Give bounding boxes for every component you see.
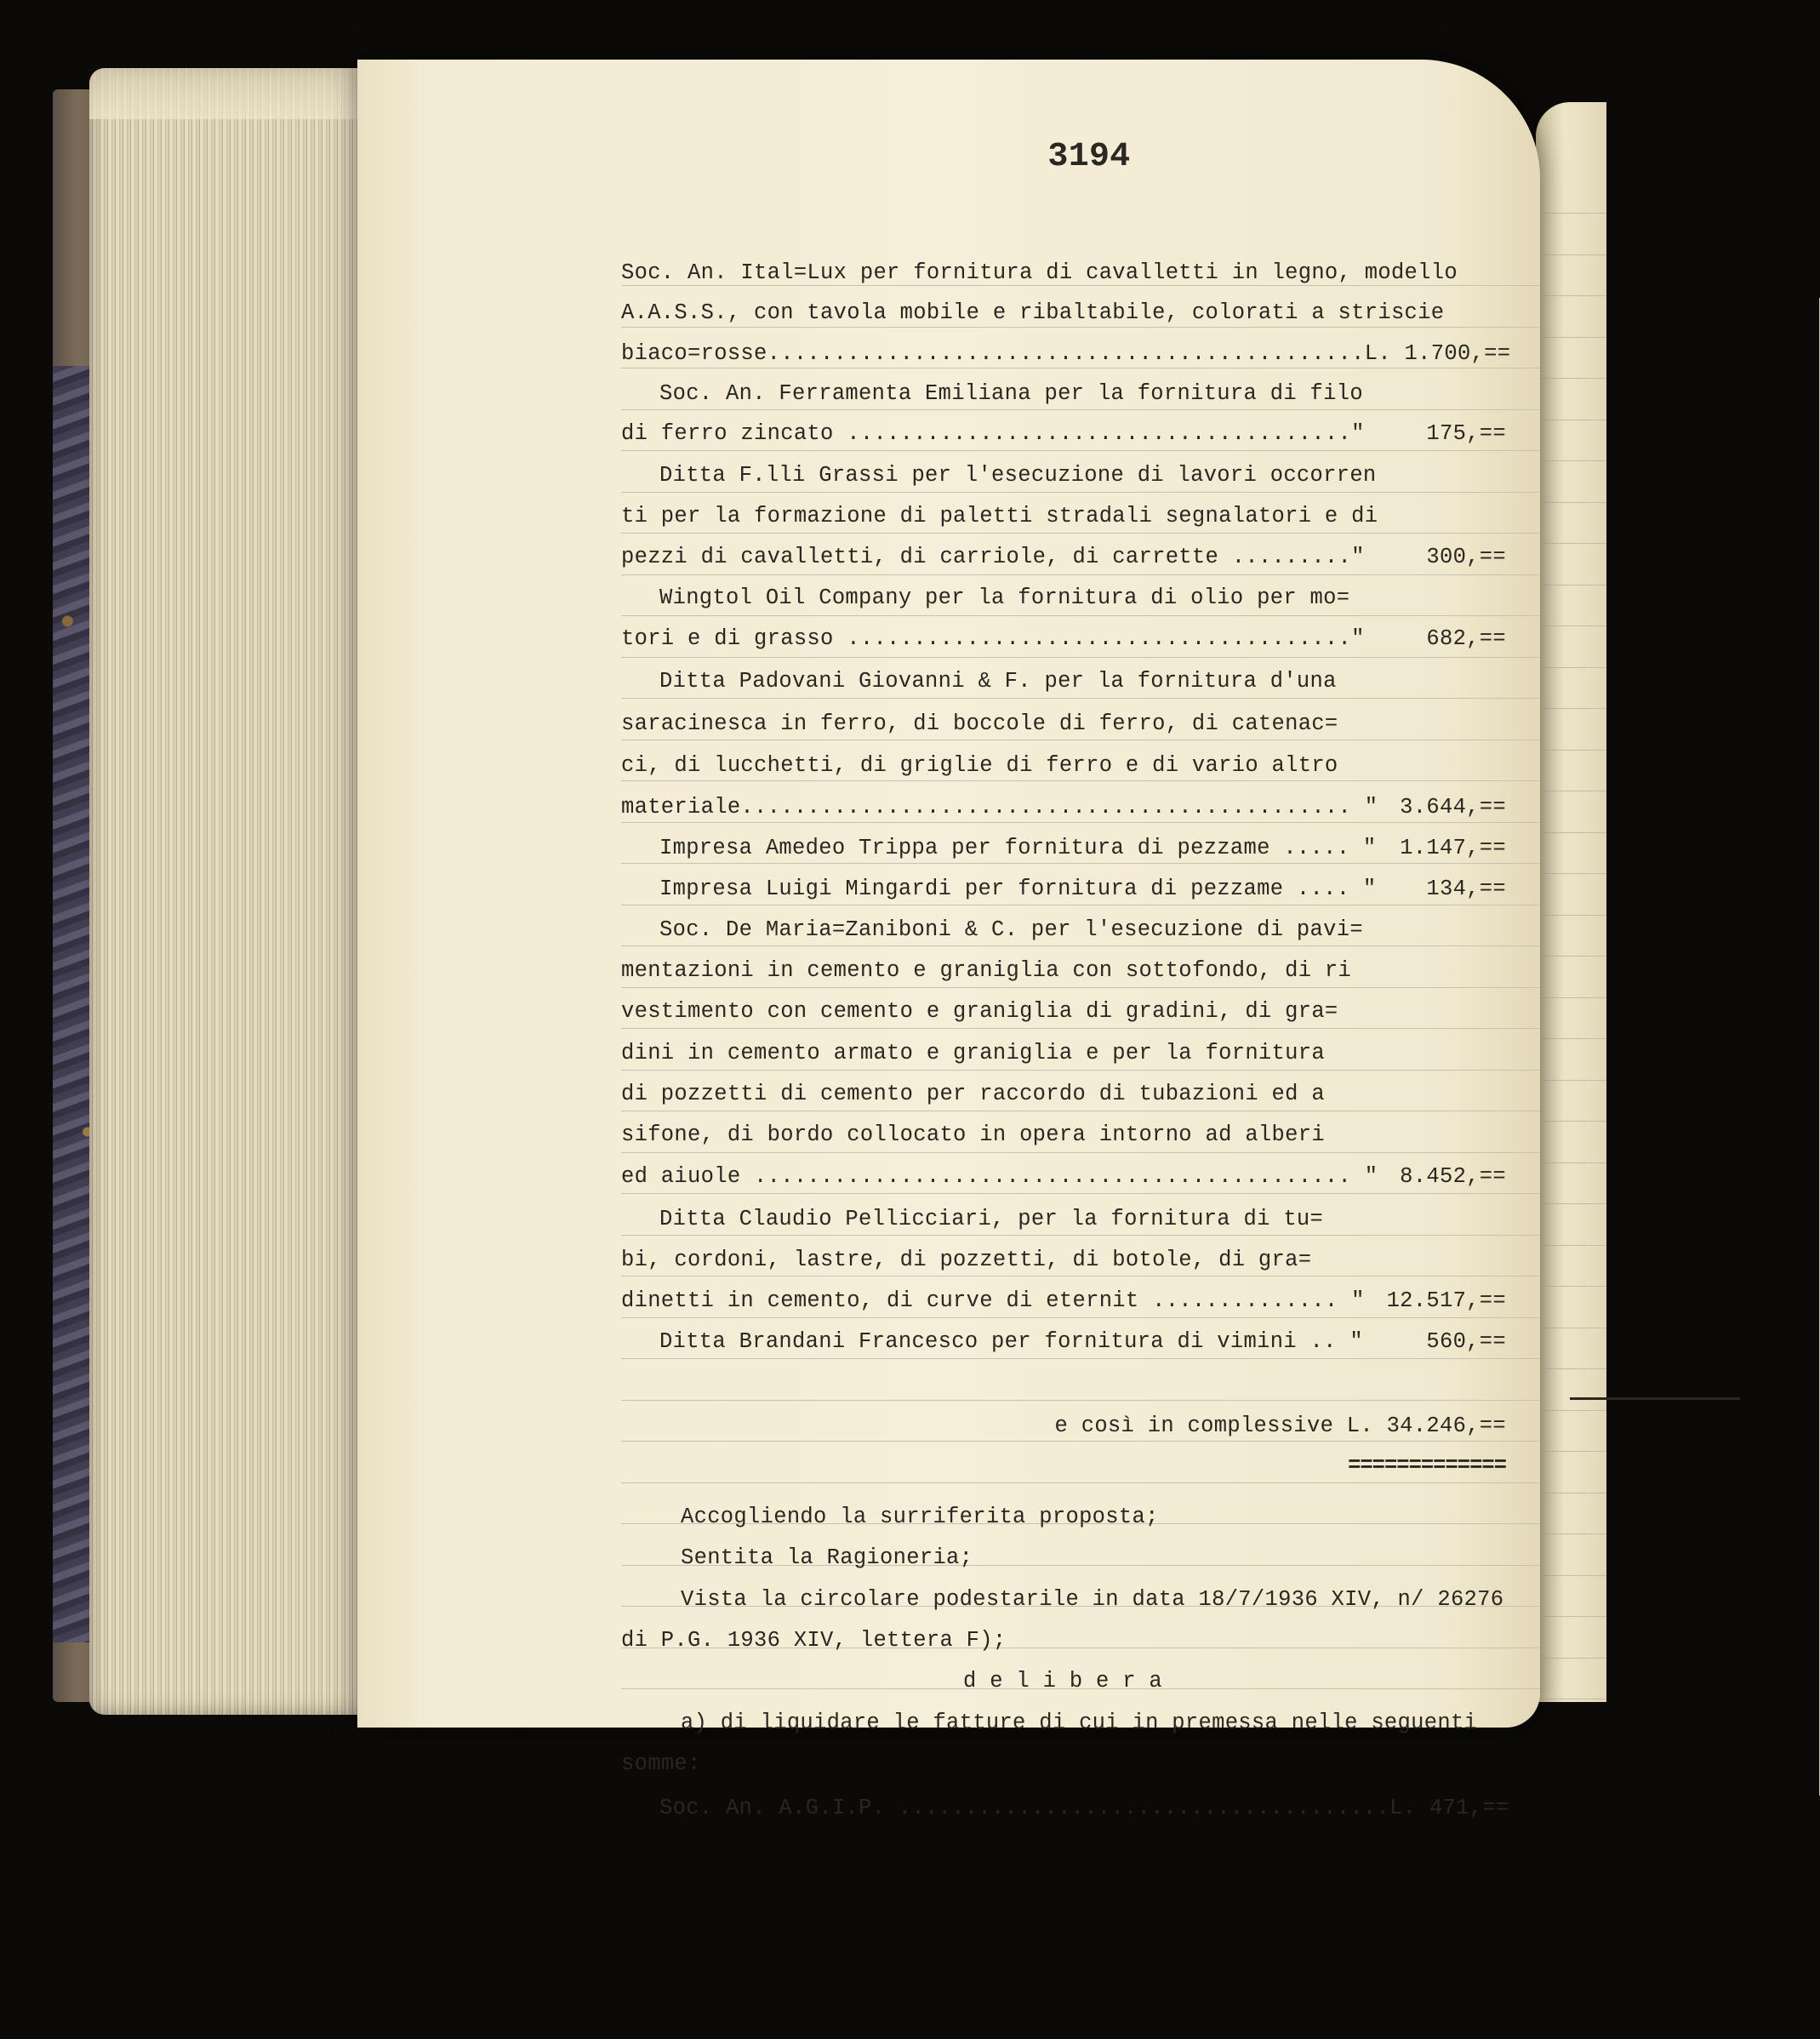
closing-line: Soc. An. A.G.I.P. .....................................L. 471,== <box>659 1796 1509 1820</box>
entry-amount: 682,== <box>1426 626 1506 651</box>
facing-page-rule <box>1536 1658 1606 1659</box>
entry-line: Ditta Brandani Francesco per fornitura di vimini .. " <box>659 1329 1363 1354</box>
closing-line: di P.G. 1936 XIV, lettera F); <box>621 1628 1007 1653</box>
entry-line: Ditta Padovani Giovanni & F. per la fornitura d'una <box>659 669 1337 694</box>
facing-page-rule <box>1536 1038 1606 1039</box>
facing-page-rule <box>1536 502 1606 503</box>
entry-line: Impresa Luigi Mingardi per fornitura di pezzame .... " <box>659 877 1377 901</box>
ledger-page <box>357 60 1540 1820</box>
facing-page-rule <box>1536 625 1606 626</box>
entry-line: ti per la formazione di paletti stradali segnalatori e di <box>621 504 1378 528</box>
facing-page-edge <box>1536 102 1606 1702</box>
entry-amount: 1.147,== <box>1400 836 1506 860</box>
facing-page-rule <box>1536 708 1606 709</box>
entry-amount: 12.517,== <box>1386 1288 1506 1313</box>
entry-amount: 8.452,== <box>1400 1164 1506 1189</box>
entry-line: A.A.S.S., con tavola mobile e ribaltabile, colorati a striscie <box>621 300 1445 325</box>
facing-page-rule <box>1536 213 1606 214</box>
entry-line: ci, di lucchetti, di griglie di ferro e di vario altro <box>621 753 1338 778</box>
closing-line: somme: <box>621 1751 701 1776</box>
facing-page-rule <box>1536 1368 1606 1369</box>
facing-page-rule <box>1536 1245 1606 1246</box>
entry-line: bi, cordoni, lastre, di pozzetti, di botole, di gra= <box>621 1248 1312 1272</box>
entry-line: di ferro zincato ......................................" <box>621 421 1365 446</box>
facing-page-rule <box>1536 1575 1606 1576</box>
entry-line: dinetti in cemento, di curve di eternit .............. " <box>621 1288 1365 1313</box>
facing-page-rule <box>1536 1286 1606 1287</box>
page-stack-top <box>89 68 379 119</box>
entry-line: saracinesca in ferro, di boccole di ferro, di catenac= <box>621 711 1338 736</box>
page-number: 3194 <box>1047 138 1131 176</box>
closing-line: Vista la circolare podestarile in data 18/7/1936 XIV, n/ 26276 <box>681 1587 1504 1612</box>
facing-page-rule <box>1536 1451 1606 1452</box>
entry-line: ed aiuole ............................................. " <box>621 1164 1378 1189</box>
entry-line: sifone, di bordo collocato in opera intorno ad alberi <box>621 1122 1325 1147</box>
entry-line: tori e di grasso ......................................" <box>621 626 1365 651</box>
facing-page-rule <box>1536 832 1606 833</box>
entry-line: materiale.............................................. " <box>621 795 1378 820</box>
entry-line: Soc. An. Ferramenta Emiliana per la fornitura di filo <box>659 381 1363 406</box>
entry-amount: 134,== <box>1426 877 1506 901</box>
facing-page-rule <box>1536 1121 1606 1122</box>
entry-line: Wingtol Oil Company per la fornitura di olio per mo= <box>659 585 1350 610</box>
facing-page-rule <box>1536 750 1606 751</box>
facing-page-rule <box>1536 1162 1606 1163</box>
facing-page-rule <box>1536 337 1606 338</box>
sum-rule <box>1570 1397 1740 1400</box>
entry-line: di pozzetti di cemento per raccordo di tubazioni ed a <box>621 1082 1325 1106</box>
facing-page-rule <box>1536 460 1606 461</box>
closing-line: Accogliendo la surriferita proposta; <box>681 1505 1159 1529</box>
facing-page-rule <box>1536 956 1606 957</box>
entry-line: vestimento con cemento e graniglia di gradini, di gra= <box>621 999 1338 1024</box>
facing-page-rule <box>1536 667 1606 668</box>
entry-line: mentazioni in cemento e graniglia con sottofondo, di ri <box>621 958 1352 983</box>
entry-amount: 175,== <box>1426 421 1506 446</box>
entry-amount: 560,== <box>1426 1329 1506 1354</box>
closing-line: Sentita la Ragioneria; <box>681 1545 973 1570</box>
entry-line: Soc. An. Ital=Lux per fornitura di cavalletti in legno, modello <box>621 260 1458 285</box>
facing-page-rule <box>1536 1410 1606 1411</box>
facing-page-rule <box>1536 543 1606 544</box>
entry-line: dini in cemento armato e graniglia e per la fornitura <box>621 1041 1325 1065</box>
facing-page-rule <box>1536 1080 1606 1081</box>
facing-page-rule <box>1536 378 1606 379</box>
entry-line: Ditta F.lli Grassi per l'esecuzione di lavori occorren <box>659 463 1377 488</box>
facing-page-rule <box>1536 915 1606 916</box>
closing-line: a) di liquidare le fatture di cui in premessa nelle seguenti <box>681 1711 1478 1735</box>
page-text <box>621 60 1511 1820</box>
facing-page-rule <box>1536 997 1606 998</box>
facing-page-rule <box>1536 1616 1606 1617</box>
total-line: e così in complessive L. 34.246,== <box>1054 1414 1506 1438</box>
entry-line: Ditta Claudio Pellicciari, per la fornitura di tu= <box>659 1207 1324 1231</box>
entry-amount: 3.644,== <box>1400 795 1506 820</box>
entry-line: Soc. De Maria=Zaniboni & C. per l'esecuzione di pavi= <box>659 917 1363 942</box>
page-stack-edges <box>89 68 379 1715</box>
delibera-heading: d e l i b e r a <box>963 1669 1163 1693</box>
facing-page-rule <box>1536 295 1606 296</box>
entry-amount: 300,== <box>1426 545 1506 569</box>
facing-page-rule <box>1536 873 1606 874</box>
facing-page-rule <box>1536 1493 1606 1494</box>
entry-line: Impresa Amedeo Trippa per fornitura di pezzame ..... " <box>659 836 1377 860</box>
total-double-underline: ============= <box>1348 1454 1506 1478</box>
facing-page-rule <box>1536 1203 1606 1204</box>
entry-line: pezzi di cavalletti, di carriole, di carrette ........." <box>621 545 1365 569</box>
entry-line: biaco=rosse.............................................L. 1.700,== <box>621 341 1511 366</box>
facing-page-rule <box>1536 254 1606 255</box>
